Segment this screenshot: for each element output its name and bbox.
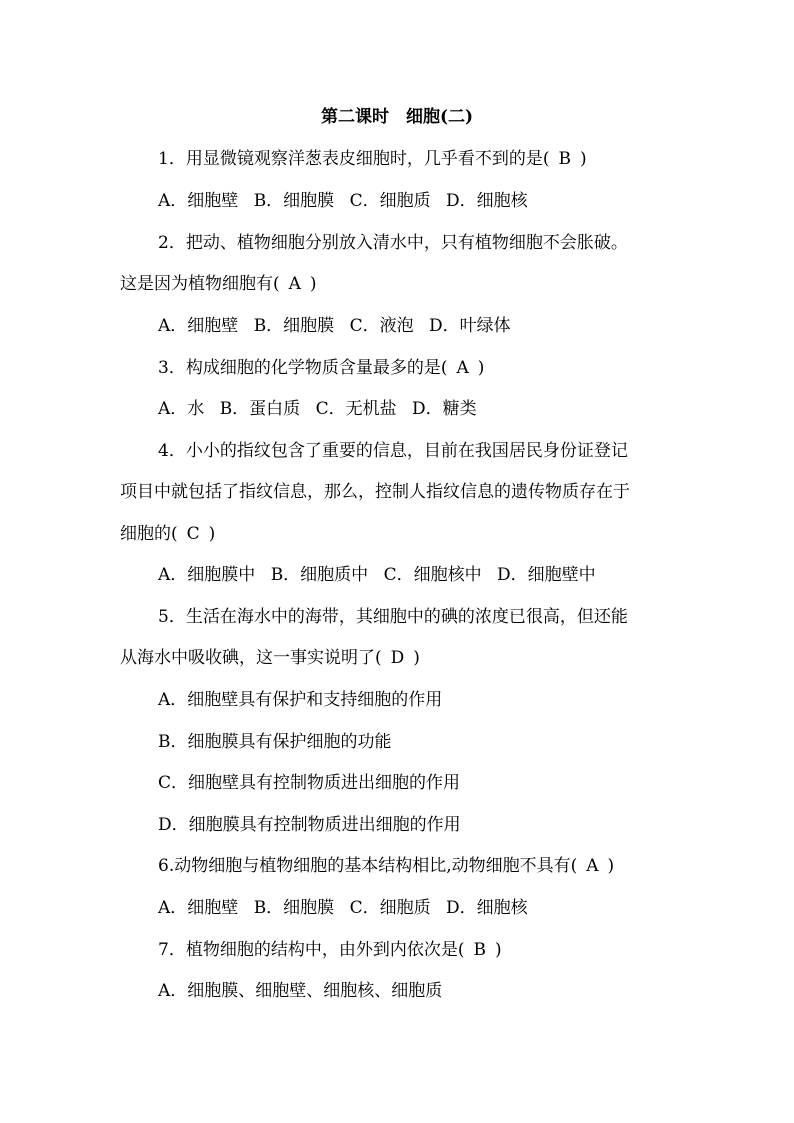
question-7-option-a [158,978,442,1004]
option-c: C．细胞质 [349,898,431,918]
option-a: A．细胞壁具有保护和支持细胞的作用 [158,690,443,710]
option-b: B．细胞膜 [253,898,335,918]
answer-letter: C [186,524,200,544]
question-stem-text: 细胞的( [120,524,178,544]
question-stem-text: 项目中就包括了指纹信息，那么，控制人指纹信息的遗传物质存在于 [120,482,630,502]
question-6-options [158,895,538,921]
option-c: C．细胞壁具有控制物质进出细胞的作用 [158,773,461,793]
option-d: D．叶绿体 [429,316,511,336]
question-5-option-a [158,687,442,713]
question-5-option-d [158,812,461,838]
option-a: A．细胞膜、细胞壁、细胞核、细胞质 [158,981,443,1001]
question-3-stem: 3．构成细胞的化学物质含量最多的是( A ) [158,355,484,381]
option-d: D．细胞壁中 [497,565,596,585]
answer-letter: A [456,358,469,378]
question-stem-text: 这是因为植物细胞有( [120,274,280,294]
question-stem-text: 5．生活在海水中的海带，其细胞中的碘的浓度已很高，但还能 [158,607,628,627]
question-4-stem-line-1 [158,438,628,464]
option-d: D．细胞膜具有控制物质进出细胞的作用 [158,815,461,835]
option-b: B．蛋白质 [219,399,301,419]
answer-letter: B [473,940,486,960]
question-4-options [158,562,606,588]
question-1-stem: 1．用显微镜观察洋葱表皮细胞时，几乎看不到的是( B ) [158,146,587,172]
question-6-stem: 6.动物细胞与植物细胞的基本结构相比,动物细胞不具有( A ) [158,853,614,879]
page-title: 第二课时 细胞(二) [320,107,474,127]
answer-letter: B [558,149,571,169]
question-stem-text: 4．小小的指纹包含了重要的信息，目前在我国居民身份证登记 [158,441,628,461]
question-1-options [158,188,538,214]
question-5-stem-line-1 [158,604,628,630]
option-d: D．细胞核 [446,191,528,211]
question-stem-text: 2．把动、植物细胞分别放入清水中，只有植物细胞不会胀破。 [158,233,628,253]
option-c: C．液泡 [349,316,414,336]
question-stem-text: 3．构成细胞的化学物质含量最多的是( [158,358,448,378]
question-2-stem-line-2: 这是因为植物细胞有( A ) [120,271,317,297]
question-4-stem-line-3: 细胞的( C ) [120,521,215,547]
option-c: C．细胞质 [349,191,431,211]
option-a: A．细胞壁 [158,316,239,336]
option-d: D．糖类 [412,399,477,419]
question-5-stem-line-2: 从海水中吸收碘，这一事实说明了( D ) [120,645,420,671]
question-stem-text: 6.动物细胞与植物细胞的基本结构相比,动物细胞不具有( [158,856,578,876]
option-b: B．细胞膜具有保护细胞的功能 [158,732,392,752]
option-a: A．细胞壁 [158,898,239,918]
option-a: A．细胞壁 [158,191,239,211]
option-a: A．细胞膜中 [158,565,256,585]
option-a: A．水 [158,399,205,419]
option-b: B．细胞质中 [270,565,369,585]
answer-letter: D [390,648,405,668]
question-5-option-b [158,729,392,755]
option-b: B．细胞膜 [253,316,335,336]
question-4-stem-line-2 [120,479,630,505]
question-stem-text: 7．植物细胞的结构中，由外到内依次是( [158,940,465,960]
question-stem-text: 1．用显微镜观察洋葱表皮细胞时，几乎看不到的是( [158,149,550,169]
option-d: D．细胞核 [446,898,528,918]
question-2-stem-line-1 [158,230,628,256]
option-c: C．细胞核中 [383,565,482,585]
question-3-options [158,396,487,422]
question-5-option-c [158,770,460,796]
answer-letter: A [288,274,301,294]
option-b: B．细胞膜 [253,191,335,211]
option-c: C．无机盐 [315,399,397,419]
question-7-stem: 7．植物细胞的结构中，由外到内依次是( B ) [158,937,502,963]
answer-letter: A [586,856,599,876]
question-2-options [158,313,521,339]
question-stem-text: 从海水中吸收碘，这一事实说明了( [120,648,382,668]
